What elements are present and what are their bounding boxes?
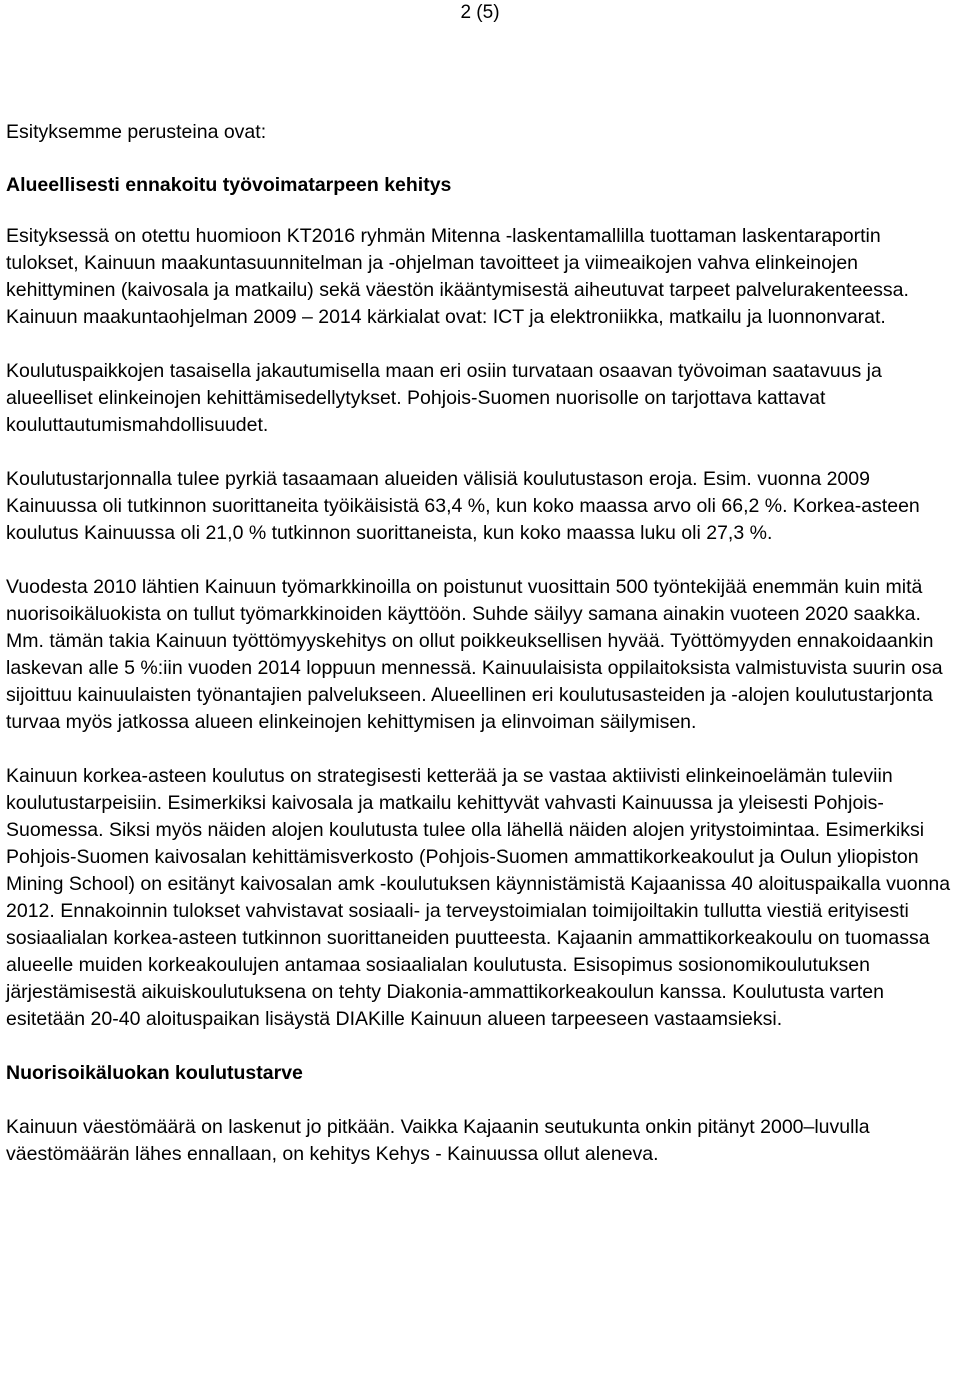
paragraph-1: Esityksessä on otettu huomioon KT2016 ryhmän Mitenna -laskentamallilla tuottaman laskentaraportin tulokset, Kainuun maakuntasuunnitelman ja -ohjelman tavoitteet ja viimeaikojen vahva elinkeinojen kehittyminen (kaivosala ja matkailu) sekä väestön ikääntymisestä aiheutuvat tarpeet palvelurakenteessa. Kainuun maakuntaohjelman 2009 – 2014 kärkialat ovat: ICT ja elektroniikka, matkailu ja luonnonvarat. — [6, 225, 909, 328]
intro-text: Esityksemme perusteina ovat: — [6, 121, 267, 143]
paragraph-2: Koulutuspaikkojen tasaisella jakautumisella maan eri osiin turvataan osaavan työvoiman saatavuus ja alueelliset elinkeinojen kehittämisedellytykset. Pohjois-Suomen nuorisolle on tarjottava kattavat kouluttautumismahdollisuudet. — [6, 360, 882, 436]
section-heading-workforce: Alueellisesti ennakoitu työvoimatarpeen kehitys — [6, 174, 452, 196]
document-body — [6, 119, 956, 1168]
paragraph-5: Kainuun korkea-asteen koulutus on strategisesti ketterää ja se vastaa aktiivisti elinkeinoelämän tuleviin koulutustarpeisiin. Esimerkiksi kaivosala ja matkailu kehittyvät vahvasti Kainuussa ja yleisesti Pohjois-Suomessa. Siksi myös näiden alojen koulutusta tulee olla lähellä näiden alojen yritystoimintaa. Esimerkiksi Pohjois-Suomen kaivosalan kehittämisverkosto (Pohjois-Suomen ammattikorkeakoulut ja Oulun yliopiston Mining School) on esitänyt kaivosalan amk -koulutuksen käynnistämistä Kajaanissa 40 aloituspaikalla vuonna 2012. Ennakoinnin tulokset vahvistavat sosiaali- ja terveystoimialan toimijoiltakin tullutta viestiä erityisesti sosiaalialan korkea-asteen tutkinnon suorittaneiden puutteesta. Kajaanin ammattikorkeakoulu on tuomassa alueelle muiden korkeakoulujen antamaa sosiaalialan koulutusta. Esisopimus sosionomikoulutuksen järjestämisestä aikuiskoulutuksena on tehty Diakonia-ammattikorkeakoulun kanssa. Koulutusta varten esitetään 20-40 aloituspaikan lisäystä DIAKille Kainuun alueen tarpeeseen vastaamsieksi. — [6, 765, 951, 1030]
paragraph-4: Vuodesta 2010 lähtien Kainuun työmarkkinoilla on poistunut vuosittain 500 työntekijää enemmän kuin mitä nuorisoikäluokista on tullut työmarkkinoiden käyttöön. Suhde säilyy samana ainakin vuoteen 2020 saakka. Mm. tämän takia Kainuun työttömyyskehitys on ollut poikkeuksellisen hyvää. Työttömyyden ennakoidaankin laskevan alle 5 %:iin vuoden 2014 loppuun mennessä. Kainuulaisista oppilaitoksista valmistuvista suurin osa sijoittuu kainuulaisten työnantajien palvelukseen. Alueellinen eri koulutusasteiden ja -alojen koulutustarjonta turvaa myös jatkossa alueen elinkeinojen kehittymisen ja elinvoiman säilymisen. — [6, 576, 943, 733]
page-number: 2 (5) — [460, 2, 500, 23]
paragraph-last: Kainuun väestömäärä on laskenut jo pitkään. Vaikka Kajaanin seutukunta onkin pitänyt 2000–luvulla väestömäärän lähes ennallaan, on kehitys Kehys - Kainuussa ollut aleneva. — [6, 1116, 870, 1165]
section-heading-youth: Nuorisoikäluokan koulutustarve — [6, 1062, 303, 1084]
paragraph-3: Koulutustarjonnalla tulee pyrkiä tasaamaan alueiden välisiä koulutustason eroja. Esim. vuonna 2009 Kainuussa oli tutkinnon suorittaneita työikäisistä 63,4 %, kun koko maassa arvo oli 66,2 %. Korkea-asteen koulutus Kainuussa oli 21,0 % tutkinnon suorittaneista, kun koko maassa luku oli 27,3 %. — [6, 468, 920, 544]
